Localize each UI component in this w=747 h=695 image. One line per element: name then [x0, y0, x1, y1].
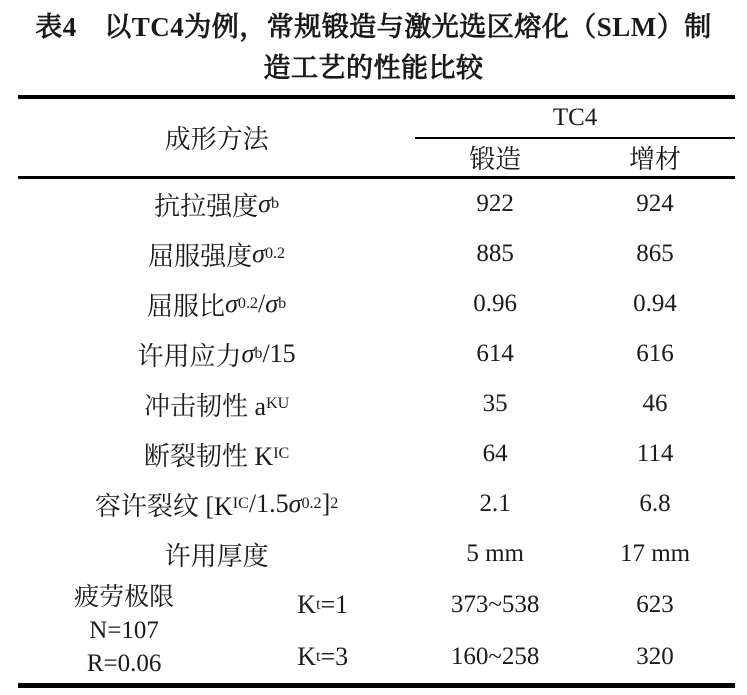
label-segment: 抗拉强度: [154, 191, 259, 221]
label-segment: 冲击韧性 a: [143, 391, 266, 421]
cell-forging-value: 0.96: [473, 290, 518, 317]
label-segment: σ: [252, 239, 265, 268]
header-subcolumns: [415, 139, 735, 176]
row-label: [18, 329, 415, 379]
label-segment: K: [297, 642, 317, 671]
row-label: [18, 479, 415, 529]
table-row: [18, 329, 735, 379]
fatigue-kt-label: [230, 631, 415, 683]
table-row: [18, 479, 735, 529]
row-label: [18, 379, 415, 429]
table-body: [18, 179, 735, 579]
fatigue-label-cycles: N=107: [89, 616, 159, 644]
table-row: [18, 429, 735, 479]
cell-additive-value: 924: [636, 190, 674, 217]
table-header: [18, 99, 735, 179]
cell-additive-value: 623: [636, 591, 674, 618]
label-segment: ]: [321, 489, 331, 518]
cell-forging-value: 885: [476, 240, 514, 267]
cell-forging-value: 64: [482, 440, 508, 467]
row-label: [18, 429, 415, 479]
header-group-tc4: TC4: [415, 99, 735, 139]
row-label: [18, 229, 415, 279]
label-segment: t: [316, 596, 321, 613]
cell-additive-value: 17 mm: [619, 540, 691, 567]
label-segment: IC: [273, 445, 290, 462]
label-segment: t: [316, 648, 321, 665]
cell-additive-value: 114: [636, 440, 674, 467]
row-label: [18, 279, 415, 329]
label-segment: 2: [330, 495, 339, 512]
cell-additive-value: 0.94: [633, 290, 677, 317]
cell-additive-value: 46: [642, 390, 668, 417]
header-subcol-additive: 增材: [629, 145, 682, 174]
row-label: [18, 179, 415, 229]
label-segment: IC: [232, 495, 249, 512]
cell-additive-value: 865: [636, 240, 674, 267]
label-segment: 断裂韧性 K: [143, 441, 274, 471]
header-group-column: [415, 99, 735, 176]
cell-forging-value: 5 mm: [466, 540, 524, 567]
label-segment: KU: [265, 395, 290, 412]
label-segment: K: [297, 590, 317, 619]
cell-additive-value: 320: [636, 643, 674, 670]
cell-additive-value: 616: [636, 340, 674, 367]
label-segment: =3: [320, 642, 349, 671]
fatigue-kt-label: [230, 579, 415, 631]
label-segment: 屈服强度: [148, 241, 253, 271]
label-segment: /: [258, 289, 266, 318]
table-caption: [0, 0, 747, 89]
label-segment: σ: [241, 339, 255, 368]
cell-additive-value: 6.8: [639, 490, 671, 517]
label-segment: 0.2: [301, 495, 322, 512]
header-subcol-forging: 锻造: [469, 145, 522, 174]
fatigue-block: [18, 579, 735, 683]
table-row: [18, 179, 735, 229]
cell-forging-value: 614: [476, 340, 514, 367]
table-row: [18, 379, 735, 429]
row-label: [18, 529, 415, 579]
label-segment: 许用厚度: [164, 541, 269, 571]
label-segment: 0.2: [264, 245, 286, 262]
header-method: 成形方法: [164, 125, 269, 154]
fatigue-label-ratio: R=0.06: [86, 650, 162, 678]
table-row: [18, 529, 735, 579]
table-caption-line-1: 表4 以TC4为例，常规锻造与激光选区熔化（SLM）制: [35, 12, 712, 42]
cell-forging-value: 35: [482, 390, 508, 417]
label-segment: b: [254, 345, 263, 362]
comparison-table: [18, 95, 735, 688]
label-segment: 容许裂纹 [K: [94, 491, 233, 521]
label-segment: σ: [288, 489, 302, 518]
fatigue-label-title: 疲劳极限: [74, 583, 175, 611]
label-segment: /1.5: [248, 489, 289, 518]
cell-forging-value: 922: [476, 190, 514, 217]
label-segment: b: [278, 295, 287, 312]
label-segment: σ: [265, 289, 279, 318]
label-segment: b: [270, 195, 280, 212]
fatigue-label: [18, 579, 230, 683]
table-caption-line-2: 造工艺的性能比较: [263, 53, 484, 83]
cell-forging-value: 373~538: [450, 591, 540, 618]
cell-forging-value: 160~258: [450, 643, 540, 670]
label-segment: 屈服比: [147, 291, 226, 321]
label-segment: 许用应力: [137, 341, 242, 371]
label-segment: σ: [258, 189, 271, 218]
label-segment: /15: [262, 339, 296, 368]
table-row: [18, 229, 735, 279]
cell-forging-value: 2.1: [479, 490, 511, 517]
label-segment: 0.2: [237, 295, 259, 312]
table-row: [18, 279, 735, 329]
label-segment: σ: [225, 289, 238, 318]
label-segment: =1: [320, 590, 349, 619]
